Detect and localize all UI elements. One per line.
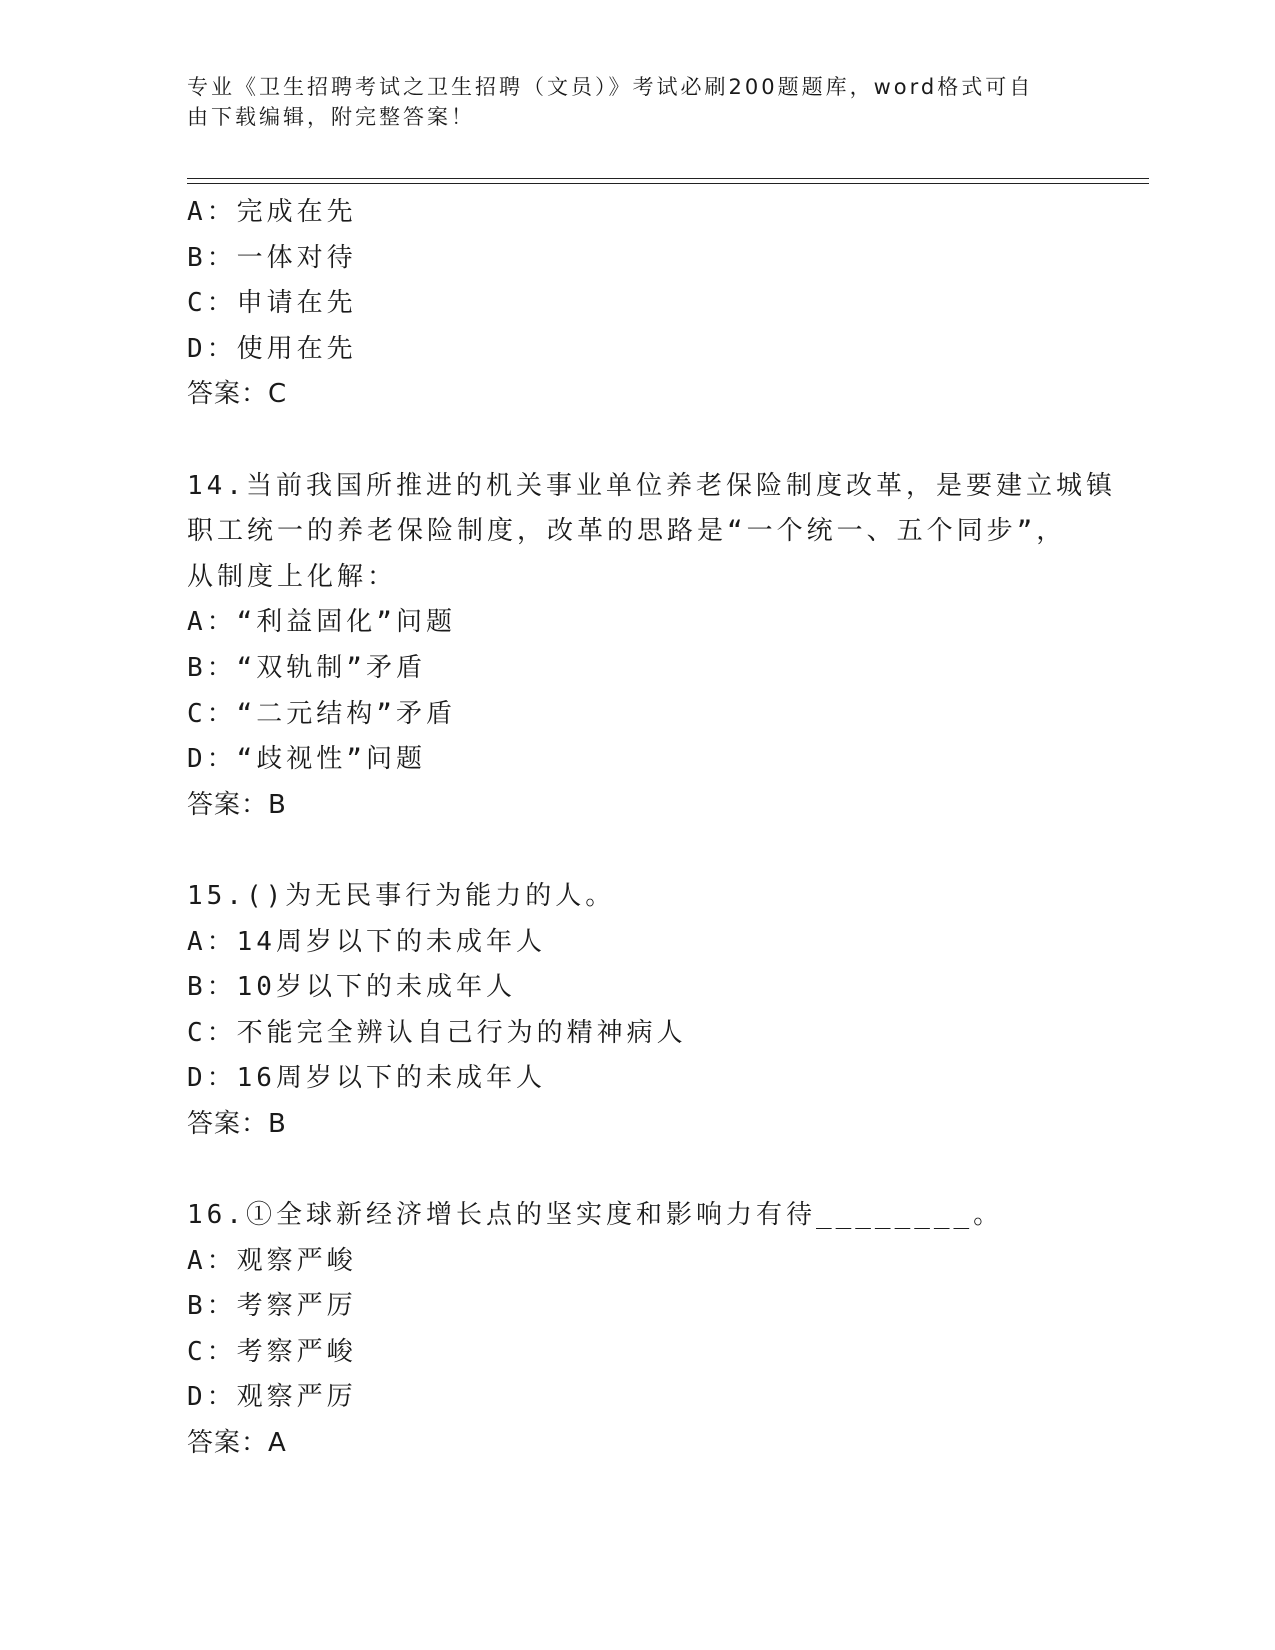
option-a: A：14周岁以下的未成年人 bbox=[187, 926, 546, 957]
header-rule-top bbox=[187, 178, 1149, 179]
question-list bbox=[187, 190, 1147, 1467]
question-stem-line: 16.①全球新经济增长点的坚实度和影响力有待________。 bbox=[187, 1200, 1004, 1231]
question-stem-line: 14.当前我国所推进的机关事业单位养老保险制度改革，是要建立城镇 bbox=[187, 470, 1116, 501]
option-b: B：一体对待 bbox=[187, 242, 357, 273]
header-rule-bottom bbox=[187, 183, 1149, 184]
option-b: B：10岁以下的未成年人 bbox=[187, 972, 516, 1003]
option-c: C：“二元结构”矛盾 bbox=[187, 698, 456, 729]
option-c: C：考察严峻 bbox=[187, 1336, 357, 1367]
option-d: D：观察严厉 bbox=[187, 1382, 357, 1413]
option-b: B：“双轨制”矛盾 bbox=[187, 652, 426, 683]
option-d: D：使用在先 bbox=[187, 333, 357, 364]
option-a: A：“利益固化”问题 bbox=[187, 607, 456, 638]
option-d: D：“歧视性”问题 bbox=[187, 744, 426, 775]
answer-line: 答案：A bbox=[187, 1428, 287, 1459]
option-c: C：不能完全辨认自己行为的精神病人 bbox=[187, 1017, 687, 1048]
document-header bbox=[187, 72, 1067, 132]
option-b: B：考察严厉 bbox=[187, 1291, 357, 1322]
option-d: D：16周岁以下的未成年人 bbox=[187, 1063, 546, 1094]
question-stem-line: 职工统一的养老保险制度，改革的思路是“一个统一、五个同步”， bbox=[187, 516, 1067, 547]
spacer bbox=[187, 828, 1147, 874]
question-16 bbox=[187, 1193, 1147, 1467]
header-line-2: 由下载编辑，附完整答案！ bbox=[187, 105, 475, 129]
option-a: A：观察严峻 bbox=[187, 1245, 357, 1276]
answer-line: 答案：C bbox=[187, 379, 288, 410]
header-line-1: 专业《卫生招聘考试之卫生招聘（文员）》考试必刷200题题库，word格式可自 bbox=[187, 75, 1034, 99]
spacer bbox=[187, 1147, 1147, 1193]
question-14 bbox=[187, 464, 1147, 829]
question-15 bbox=[187, 874, 1147, 1148]
question-stem-line: 15.()为无民事行为能力的人。 bbox=[187, 880, 616, 911]
answer-line: 答案：B bbox=[187, 789, 287, 820]
option-a: A：完成在先 bbox=[187, 197, 357, 227]
answer-line: 答案：B bbox=[187, 1108, 287, 1139]
option-c: C：申请在先 bbox=[187, 288, 357, 319]
question-stem-line: 从制度上化解： bbox=[187, 561, 398, 592]
question-13 bbox=[187, 190, 1147, 418]
spacer bbox=[187, 418, 1147, 464]
